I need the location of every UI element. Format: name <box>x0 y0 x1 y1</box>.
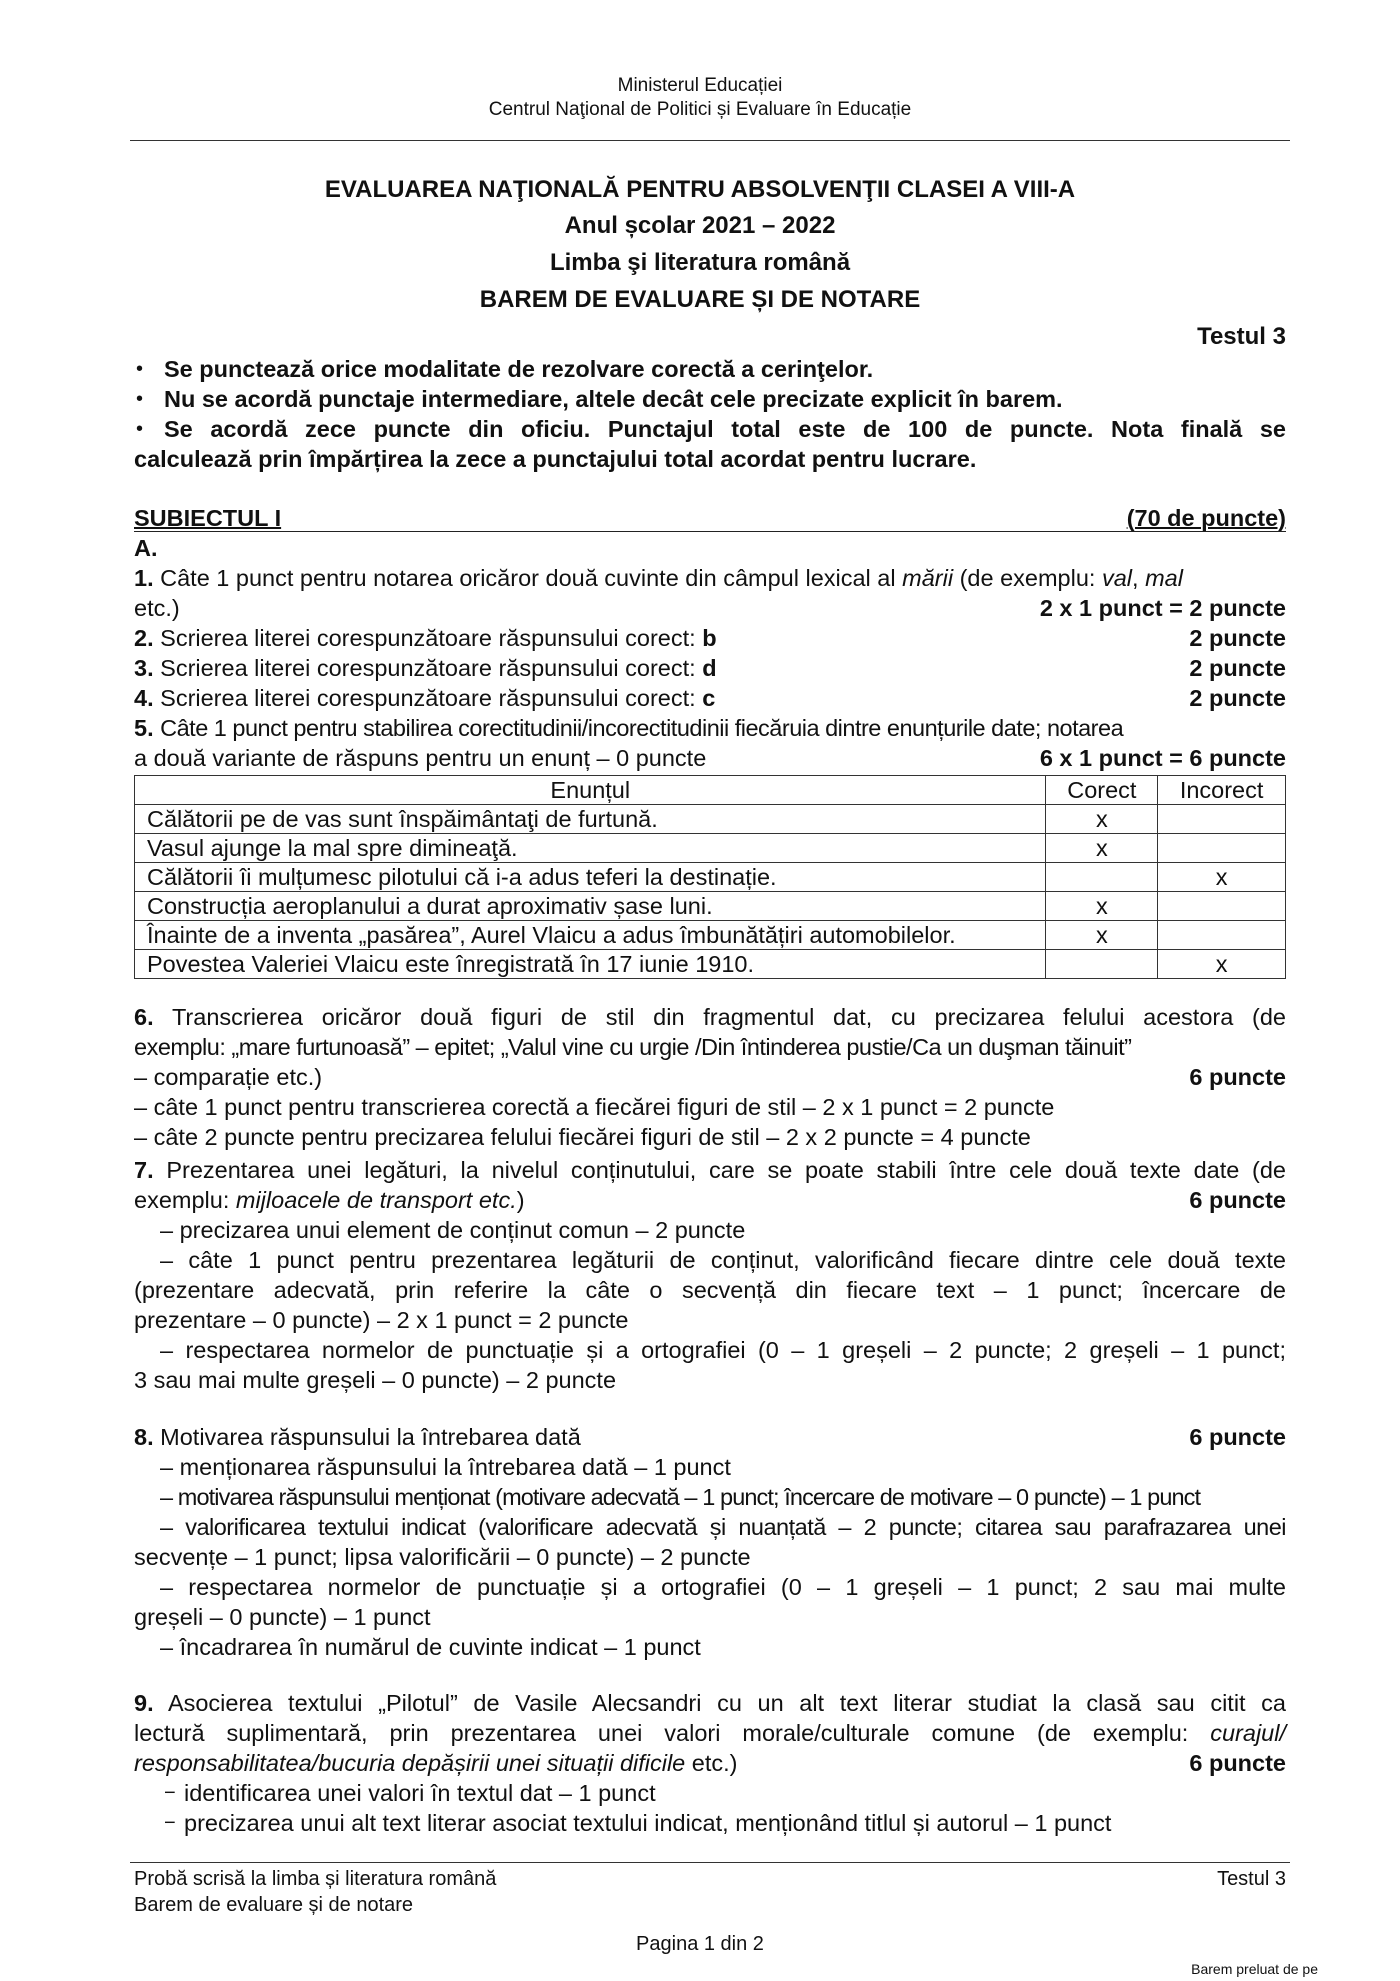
part-label: A. <box>134 535 158 561</box>
item-number: 4. <box>134 685 154 711</box>
item-number: 7. <box>134 1157 154 1183</box>
footer-test-number: Testul 3 <box>1217 1868 1286 1890</box>
item-text: lectură suplimentară, prin prezentarea unei valori morale/culturale comune (de exemplu: <box>134 1720 1211 1746</box>
table-header-statement: Enunțul <box>135 776 1046 805</box>
rule-2: Nu se acordă punctaje intermediare, altele decât cele precizate explicit în barem. <box>164 386 1063 412</box>
item-7-sub-3-line-1: – respectarea normelor de punctuație și a ortografiei (0 – 1 greșeli – 2 puncte; 2 greșeli – 1 punct; <box>160 1337 1286 1363</box>
item-text: exemplu: „mare furtunoasă” – epitet; „Valul vine cu urgie /Din întinderea pustie/Ca un duşman tăinuit” <box>134 1034 1132 1060</box>
corner-note: Barem preluat de pe <box>1191 1961 1318 1977</box>
item-8-sub-5: – încadrarea în numărul de cuvinte indicat – 1 punct <box>160 1634 701 1660</box>
correct-cell: x <box>1046 834 1158 863</box>
item-text: exemplu: <box>134 1187 236 1213</box>
incorrect-cell <box>1158 892 1286 921</box>
test-number: Testul 3 <box>1197 323 1286 350</box>
item-text-italic: mării <box>902 565 954 591</box>
incorrect-cell <box>1158 805 1286 834</box>
item-text: Prezentarea unei legături, la nivelul conținutului, care se poate stabili între cele două texte date (de <box>166 1157 1287 1183</box>
item-number: 6. <box>134 1004 154 1030</box>
item-6-score: 6 puncte <box>1189 1064 1286 1090</box>
header-divider <box>130 140 1290 141</box>
item-8-sub-2: – motivarea răspunsului menționat (motivare adecvată – 1 punct; încercare de motivare – 0 puncte) – 1 punct <box>160 1484 1201 1510</box>
item-1-line-1 <box>134 563 1286 593</box>
item-answer: b <box>702 625 717 651</box>
item-8-sub-3-line-2: secvențe – 1 punct; lipsa valorificării – 0 puncte) – 2 puncte <box>134 1544 751 1570</box>
item-6-sub-2: – câte 2 puncte pentru precizarea felului fiecărei figuri de stil – 2 x 2 puncte = 4 puncte <box>134 1124 1031 1150</box>
item-3-score: 2 puncte <box>1189 655 1286 681</box>
table-header-correct: Corect <box>1046 776 1158 805</box>
item-8-sub-4-line-2: greșeli – 0 puncte) – 1 punct <box>134 1604 431 1630</box>
item-text: Asocierea textului „Pilotul” de Vasile Alecsandri cu un alt text literar studiat la clasă sau citit ca <box>167 1690 1287 1716</box>
ministry-name: Ministerul Educației <box>617 75 783 96</box>
item-text: Scrierea literei corespunzătoare răspunsului corect: <box>160 685 703 711</box>
statement-cell: Călătorii îi mulțumesc pilotului că i-a adus teferi la destinație. <box>135 863 1046 892</box>
bullet-icon: • <box>136 388 144 410</box>
section-underline <box>134 531 1286 532</box>
item-1-score: 2 x 1 punct = 2 puncte <box>1039 595 1286 621</box>
item-8-sub-1: – menționarea răspunsului la întrebarea dată – 1 punct <box>160 1454 731 1480</box>
table-row <box>135 805 1286 834</box>
correct-cell: x <box>1046 921 1158 950</box>
item-text-italic: val <box>1101 565 1132 591</box>
table-header-incorrect: Incorect <box>1158 776 1286 805</box>
correct-cell: x <box>1046 892 1158 921</box>
item-answer: c <box>702 685 716 711</box>
item-2-score: 2 puncte <box>1189 625 1286 651</box>
statement-cell: Povestea Valeriei Vlaicu este înregistrată în 17 iunie 1910. <box>135 950 1046 979</box>
item-7-line-2 <box>134 1185 1286 1215</box>
item-text: , <box>1132 565 1146 591</box>
table-row <box>135 834 1286 863</box>
item-text: Câte 1 punct pentru notarea oricăror două cuvinte din câmpul lexical al <box>160 565 903 591</box>
item-text: ) <box>516 1187 525 1213</box>
barem-title: BAREM DE EVALUARE ȘI DE NOTARE <box>479 286 921 313</box>
item-text: Câte 1 punct pentru stabilirea corectitudinii/incorectitudinii fiecăruia dintre enunțurile date; notarea <box>160 715 1124 741</box>
item-7-sub-2-line-2: (prezentare adecvată, prin referire la câte o secvență din fiecare text – 1 punct; încercare de <box>134 1277 1286 1303</box>
item-9-sub-1: identificarea unei valori în textul dat – 1 punct <box>184 1780 656 1806</box>
correct-cell <box>1046 863 1158 892</box>
section-heading <box>134 503 1286 533</box>
item-text: Scrierea literei corespunzătoare răspunsului corect: <box>160 625 703 651</box>
item-4-score: 2 puncte <box>1189 685 1286 711</box>
statement-cell: Vasul ajunge la mal spre dimineaţă. <box>135 834 1046 863</box>
rule-3-line-1: Se acordă zece puncte din oficiu. Punctajul total este de 100 de puncte. Nota finală se <box>164 416 1286 442</box>
item-number: 1. <box>134 565 154 591</box>
item-9-sub-2: precizarea unui alt text literar asociat textului indicat, menționând titlul și autorul – 1 punct <box>184 1810 1112 1836</box>
item-text: etc.) <box>685 1750 738 1776</box>
item-text-italic: mijloacele de transport etc. <box>235 1187 517 1213</box>
rule-3-line-2: calculează prin împărțirea la zece a punctajului total acordat pentru lucrare. <box>134 446 977 472</box>
table-row <box>135 950 1286 979</box>
exam-title: EVALUAREA NAŢIONALĂ PENTRU ABSOLVENŢII CLASEI A VIII-A <box>324 176 1076 203</box>
item-text: – valorificarea textului indicat (valorificare adecvată și nuanțată – 2 puncte; citarea sau parafrazarea unei <box>160 1514 1286 1540</box>
item-7-score: 6 puncte <box>1189 1187 1286 1213</box>
item-5-line-1 <box>134 713 1286 743</box>
item-7-line-1 <box>134 1155 1286 1185</box>
table-row <box>135 892 1286 921</box>
footer-divider <box>130 1862 1290 1863</box>
incorrect-cell <box>1158 834 1286 863</box>
item-1-line-2: etc.) <box>134 595 180 621</box>
table-row <box>135 921 1286 950</box>
subject-title: Limba şi literatura română <box>549 249 851 276</box>
item-text: Scrierea literei corespunzătoare răspunsului corect: <box>160 655 703 681</box>
item-7-sub-3-line-2: 3 sau mai multe greșeli – 0 puncte) – 2 puncte <box>134 1367 617 1393</box>
item-6-sub-1: – câte 1 punct pentru transcrierea corectă a fiecărei figuri de stil – 2 x 1 punct = 2 puncte <box>134 1094 1055 1120</box>
item-text-italic: mal <box>1145 565 1183 591</box>
item-number: 9. <box>134 1690 154 1716</box>
bullet-icon: • <box>136 418 144 440</box>
item-5-score: 6 x 1 punct = 6 puncte <box>1039 745 1286 771</box>
item-text-italic: responsabilitatea/bucuria depășirii unei situații dificile <box>134 1750 686 1776</box>
item-number: 3. <box>134 655 154 681</box>
item-number: 8. <box>134 1424 154 1450</box>
item-9-score: 6 puncte <box>1189 1750 1286 1776</box>
incorrect-cell: x <box>1158 950 1286 979</box>
statement-cell: Construcția aeroplanului a durat aproximativ șase luni. <box>135 892 1046 921</box>
item-answer: d <box>702 655 717 681</box>
table-header-row <box>135 776 1286 805</box>
incorrect-cell <box>1158 921 1286 950</box>
dash-icon: − <box>164 1782 176 1804</box>
item-6-line-2 <box>134 1032 1286 1062</box>
section-points: (70 de puncte) <box>1126 505 1286 531</box>
item-text: Transcrierea oricăror două figuri de stil din fragmentul dat, cu precizarea felului acestora (de <box>171 1004 1286 1030</box>
item-8-line-1 <box>134 1422 1286 1452</box>
item-8-sub-4-line-1: – respectarea normelor de punctuație și a ortografiei (0 – 1 greșeli – 1 punct; 2 sau mai multe <box>160 1574 1286 1600</box>
item-8-sub-3-line-1 <box>160 1512 1286 1542</box>
incorrect-cell: x <box>1158 863 1286 892</box>
item-text-italic: curajul/ <box>1210 1720 1286 1746</box>
item-4 <box>134 683 1286 713</box>
item-8-score: 6 puncte <box>1189 1424 1286 1450</box>
table-row <box>135 863 1286 892</box>
bullet-icon: • <box>136 358 144 380</box>
dash-icon: − <box>164 1812 176 1834</box>
item-7-sub-1: – precizarea unui element de conținut comun – 2 puncte <box>160 1217 746 1243</box>
item-7-sub-2-line-1: – câte 1 punct pentru prezentarea legăturii de conținut, valorificând fiecare dintre cele două texte <box>160 1247 1286 1273</box>
center-name: Centrul Naţional de Politici și Evaluare în Educație <box>488 99 912 120</box>
correct-cell: x <box>1046 805 1158 834</box>
page-number: Pagina 1 din 2 <box>636 1933 764 1955</box>
item-7-sub-2-line-3: prezentare – 0 puncte) – 2 x 1 punct = 2 puncte <box>134 1307 629 1333</box>
rule-1: Se punctează orice modalitate de rezolvare corectă a cerinţelor. <box>164 356 874 382</box>
item-9-line-2 <box>134 1718 1286 1748</box>
item-number: 2. <box>134 625 154 651</box>
school-year: Anul școlar 2021 – 2022 <box>564 212 836 239</box>
item-6-line-1 <box>134 1002 1286 1032</box>
section-name: SUBIECTUL I <box>134 505 282 531</box>
statement-cell: Călătorii pe de vas sunt înspăimântaţi de furtună. <box>135 805 1046 834</box>
item-number: 5. <box>134 715 154 741</box>
item-6-line-3: – comparație etc.) <box>134 1064 323 1090</box>
item-text: (de exemplu: <box>953 565 1102 591</box>
statement-cell: Înainte de a inventa „pasărea”, Aurel Vlaicu a adus îmbunătățiri automobilelor. <box>135 921 1046 950</box>
footer-barem-name: Barem de evaluare și de notare <box>134 1894 414 1916</box>
item-text: Motivarea răspunsului la întrebarea dată <box>160 1424 581 1450</box>
item-9-line-1 <box>134 1688 1286 1718</box>
statements-table <box>134 775 1286 979</box>
item-2 <box>134 623 1286 653</box>
item-3 <box>134 653 1286 683</box>
item-5-line-2: a două variante de răspuns pentru un enunț – 0 puncte <box>134 745 707 771</box>
item-9-line-3 <box>134 1748 1286 1778</box>
footer-exam-name: Probă scrisă la limba și literatura română <box>134 1868 497 1890</box>
correct-cell <box>1046 950 1158 979</box>
